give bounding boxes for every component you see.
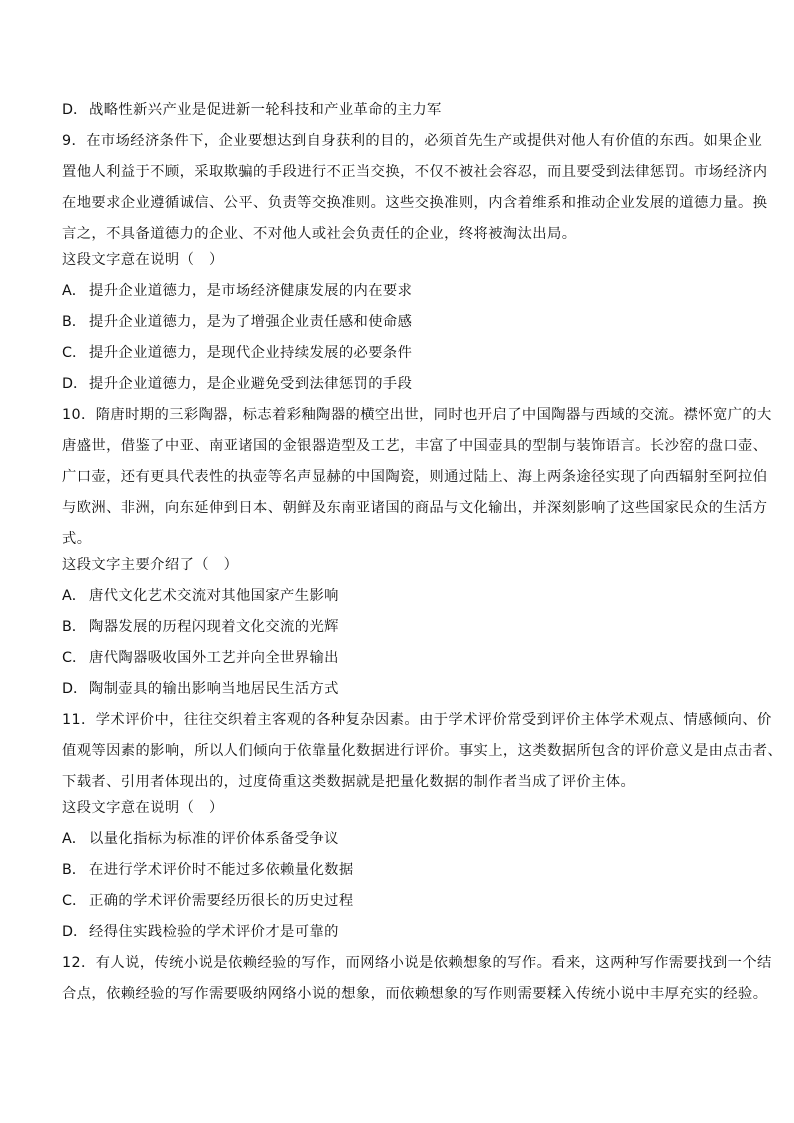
option-label: A． [62, 588, 87, 604]
q11-question: 这段文字意在说明（ ） [62, 800, 224, 816]
stem-line: 式。 [62, 531, 92, 547]
option-text: 陶制壶具的输出影响当地居民生活方式 [89, 681, 339, 697]
option-text: 经得住实践检验的学术评价才是可靠的 [89, 924, 339, 940]
option-label: C． [62, 650, 87, 666]
q12-stem [62, 948, 772, 1010]
option-text: 战略性新兴产业是促进新一轮科技和产业革命的主力军 [89, 102, 442, 118]
q10-option-d [62, 679, 746, 699]
option-label: B． [62, 862, 87, 878]
stem-line: 9．在市场经济条件下，企业要想达到自身获利的目的，必须首先生产或提供对他人有价值的东西。如果企业 [62, 133, 763, 149]
q11-option-d [62, 922, 746, 942]
q11-stem [62, 705, 783, 798]
option-text: 唐代文化艺术交流对其他国家产生影响 [89, 588, 339, 604]
stem-line: 唐盛世，借鉴了中亚、南亚诸国的金银器造型及工艺，丰富了中国壶具的型制与装饰语言。长沙窑的盘口壶、 [62, 438, 768, 454]
stem-line: 合点，依赖经验的写作需要吸纳网络小说的想象，而依赖想象的写作则需要糅入传统小说中丰厚充实的经验。 [62, 986, 768, 1002]
option-label: C． [62, 345, 87, 361]
option-label: B． [62, 314, 87, 330]
q11-option-c [62, 891, 746, 911]
stem-line: 在地要求企业遵循诚信、公平、负责等交换准则。这些交换准则，内含着维系和推动企业发展的道德力量。换 [62, 195, 768, 211]
q9-option-a [62, 281, 746, 301]
q8-option-d [62, 100, 746, 120]
q9-question: 这段文字意在说明（ ） [62, 252, 224, 268]
q9-option-b [62, 312, 746, 332]
q10-option-b [62, 617, 746, 637]
option-text: 陶器发展的历程闪现着文化交流的光辉 [89, 619, 339, 635]
option-label: D． [62, 924, 88, 940]
stem-line: 值观等因素的影响，所以人们倾向于依靠量化数据进行评价。事实上，这类数据所包含的评价意义是由点击者、 [62, 743, 783, 759]
option-label: A． [62, 831, 87, 847]
q11-option-b [62, 860, 746, 880]
stem-line: 置他人利益于不顾，采取欺骗的手段进行不正当交换，不仅不被社会容忍，而且要受到法律惩罚。市场经济内 [62, 164, 768, 180]
option-text: 提升企业道德力，是市场经济健康发展的内在要求 [89, 283, 413, 299]
option-text: 提升企业道德力，是现代企业持续发展的必要条件 [89, 345, 413, 361]
q11-option-a [62, 829, 746, 849]
option-label: B． [62, 619, 87, 635]
stem-line: 下载者、引用者体现出的，过度倚重这类数据就是把量化数据的制作者当成了评价主体。 [62, 774, 636, 790]
stem-line: 11．学术评价中，往往交织着主客观的各种复杂因素。由于学术评价常受到评价主体学术观点、情感倾向、价 [62, 712, 772, 728]
q10-stem [62, 400, 772, 555]
q9-option-c [62, 343, 746, 363]
stem-line: 广口壶，还有更具代表性的执壶等名声显赫的中国陶瓷，则通过陆上、海上两条途径实现了向西辐射至阿拉伯 [62, 469, 768, 485]
option-label: A． [62, 283, 87, 299]
option-label: D． [62, 681, 88, 697]
q9-option-d [62, 374, 746, 394]
option-text: 以量化指标为标准的评价体系备受争议 [89, 831, 339, 847]
q9-stem [62, 126, 768, 250]
option-text: 提升企业道德力，是为了增强企业责任感和使命感 [89, 314, 413, 330]
option-label: D． [62, 102, 88, 118]
option-label: D． [62, 376, 88, 392]
option-text: 唐代陶器吸收国外工艺并向全世界输出 [89, 650, 339, 666]
exam-page [62, 100, 783, 1010]
stem-line: 12．有人说，传统小说是依赖经验的写作，而网络小说是依赖想象的写作。看来，这两种写作需要找到一个结 [62, 955, 772, 971]
q10-option-c [62, 648, 746, 668]
q10-question: 这段文字主要介绍了（ ） [62, 557, 239, 573]
option-text: 提升企业道德力，是企业避免受到法律惩罚的手段 [89, 376, 413, 392]
stem-line: 与欧洲、非洲，向东延伸到日本、朝鲜及东南亚诸国的商品与文化输出，并深刻影响了这些国家民众的生活方 [62, 500, 768, 516]
option-label: C． [62, 893, 87, 909]
stem-line: 10．隋唐时期的三彩陶器，标志着彩釉陶器的横空出世，同时也开启了中国陶器与西域的交流。襟怀宽广的大 [62, 407, 772, 423]
option-text: 在进行学术评价时不能过多依赖量化数据 [89, 862, 354, 878]
q10-option-a [62, 586, 746, 606]
stem-line: 言之，不具备道德力的企业、不对他人或社会负责任的企业，终将被淘汰出局。 [62, 226, 577, 242]
option-text: 正确的学术评价需要经历很长的历史过程 [89, 893, 354, 909]
